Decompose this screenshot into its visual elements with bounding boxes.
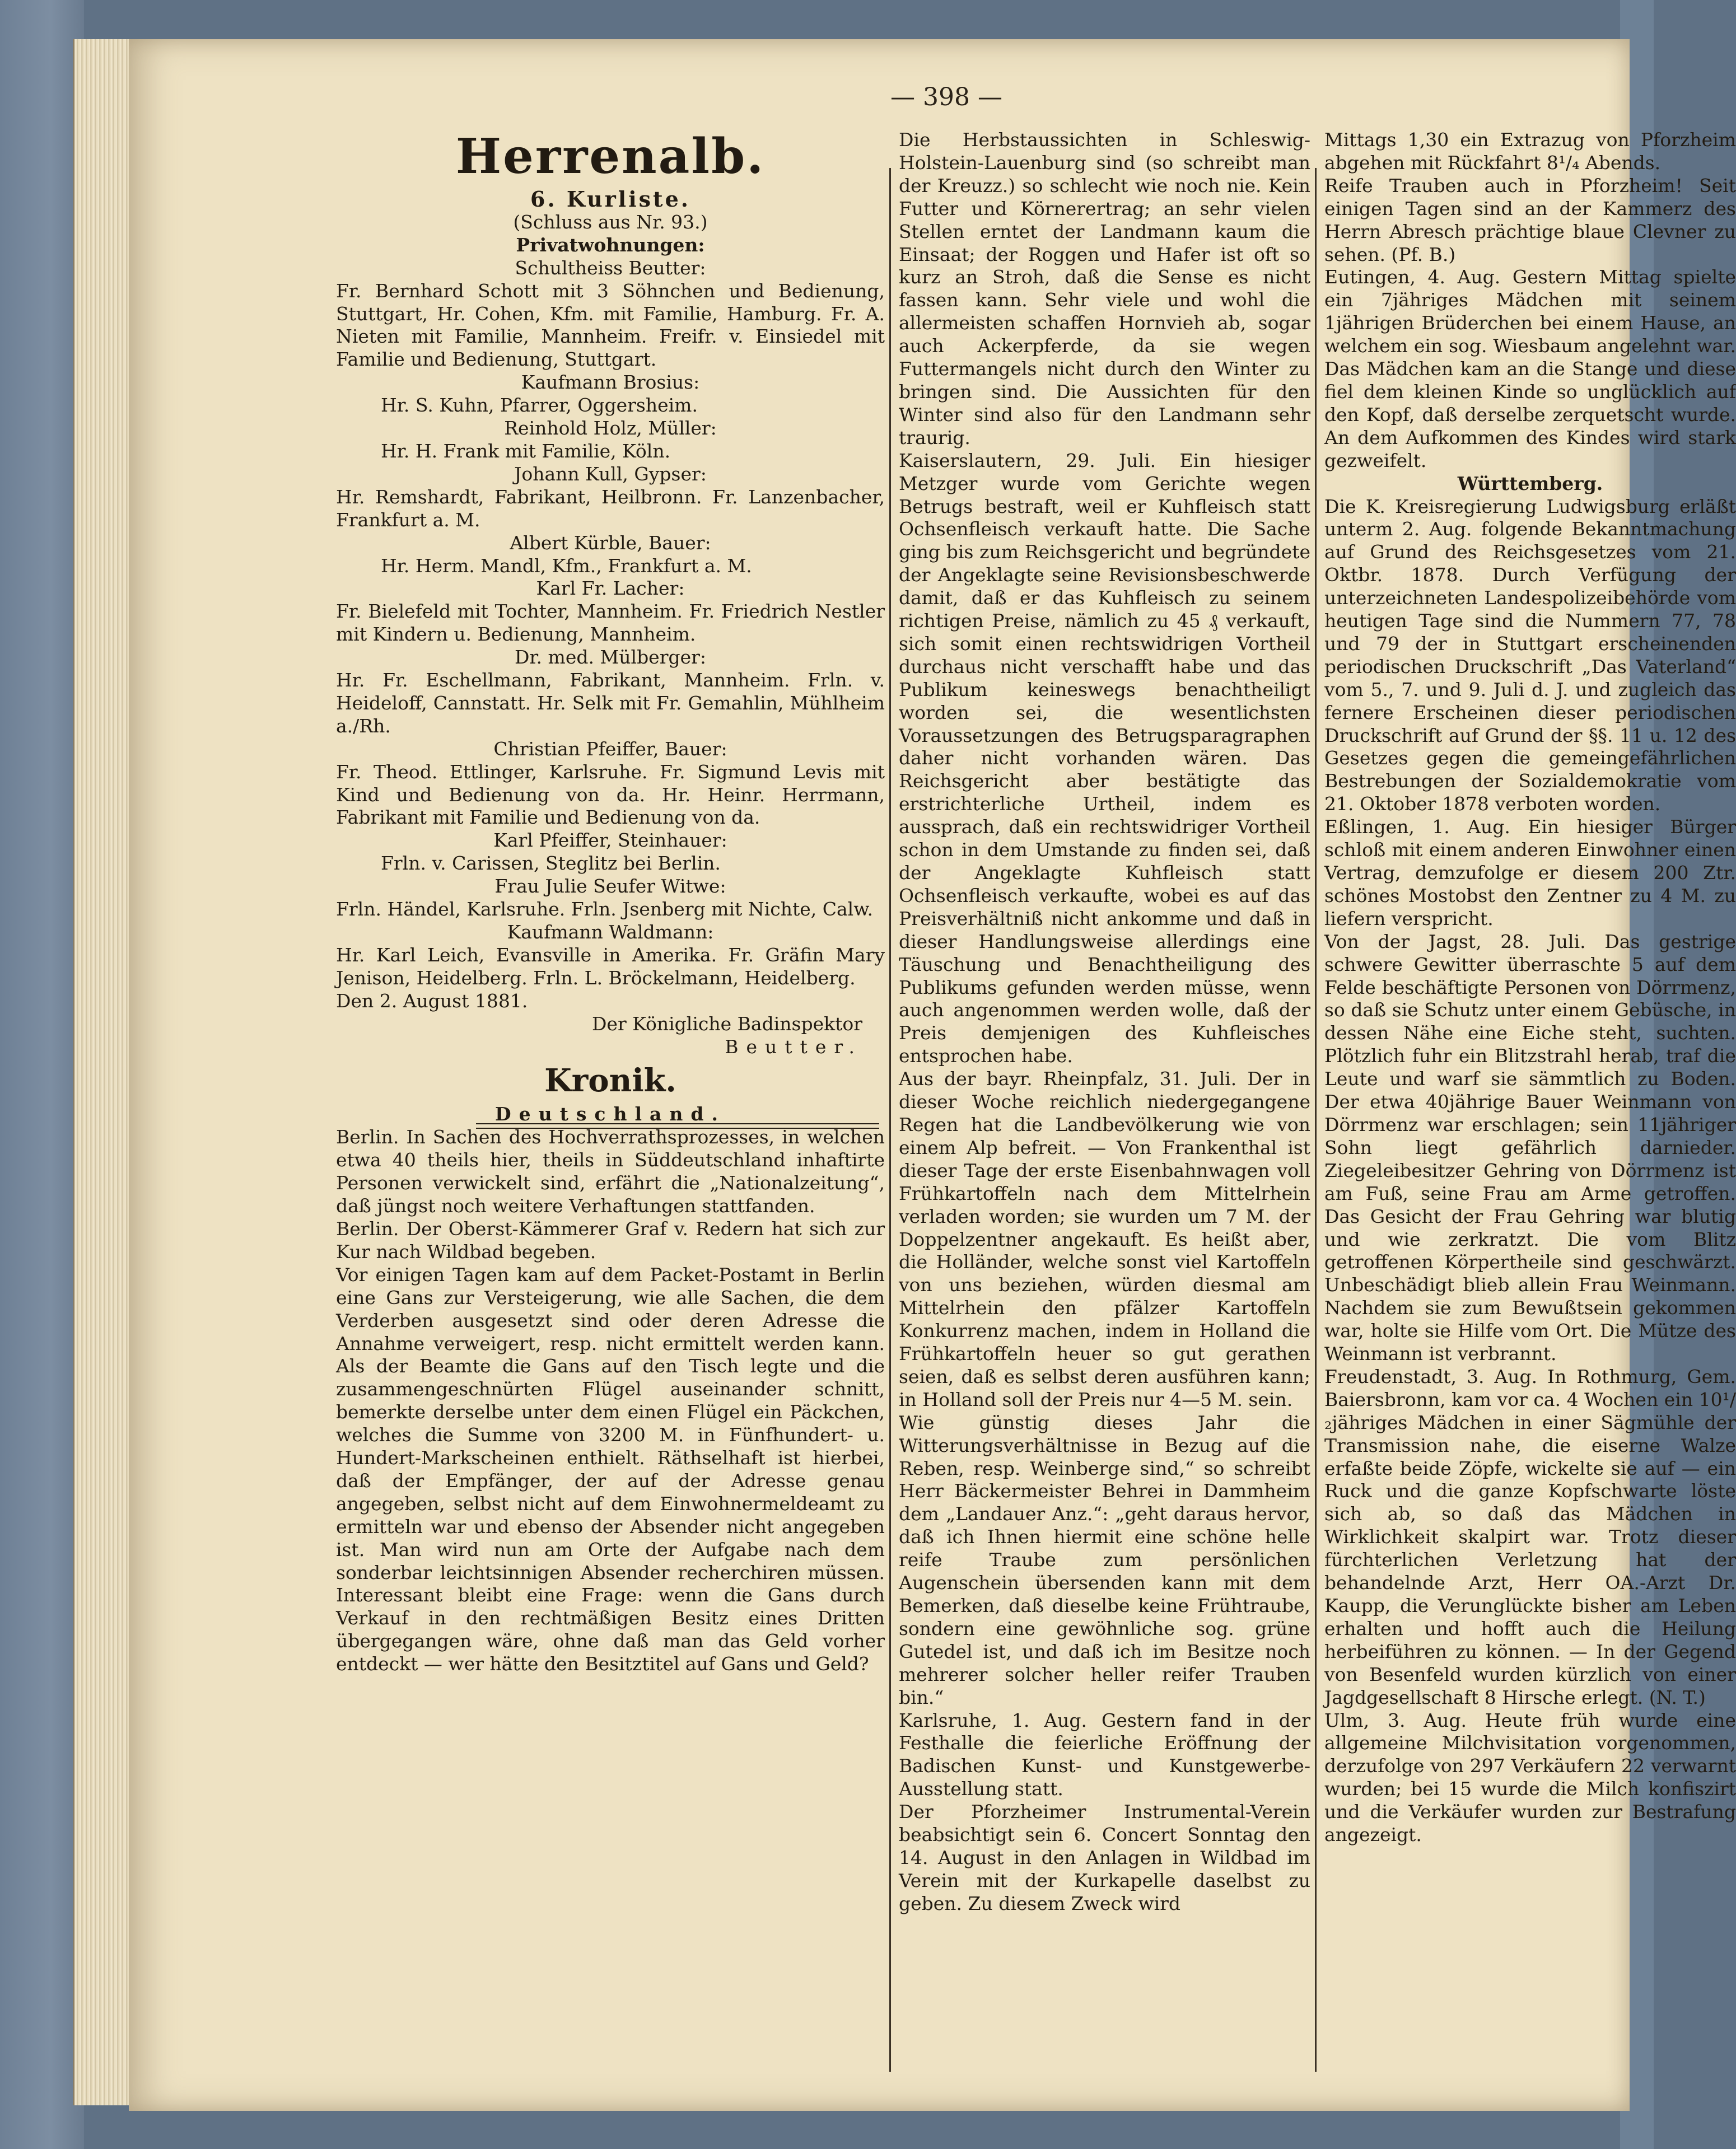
kronik-heading: Kronik. <box>544 1062 676 1100</box>
host-entry: Johann Kull, Gypser: <box>514 462 707 485</box>
article: Vor einigen Tagen kam auf dem Packet-Postamt in Berlin eine Gans zur Versteigerung, wie alle Sachen, die dem Verderben ausgesetzt sind oder deren Adresse die Annahme verweigert, resp. nicht ermittelt werden kann. Als der Beamte die Gans auf den Tisch legte und die zusammengeschnürten Flügel auseinander schnitt, bemerkte derselbe unter dem einen Flügel ein Päckchen, welches die Summe von 3200 M. in Fünfhundert- u. Hundert-Markscheinen enthielt. Räthselhaft ist hierbei, daß der Empfänger, der auf der Adresse genau angegeben, selbst nicht auf dem Einwohnermeldeamt zu ermitteln war und ebenso der Absender nicht angegeben ist. Man wird nun am Orte der Aufgabe nach dem sonderbar leichtsinnigen Absender recherchiren müssen. Interessant bleibt eine Frage: wenn die Gans durch Verkauf in den rechtmäßigen Besitz eines Dritten übergegangen wäre, ohne daß man das Geld vorher entdeckt — wer hätte den Besitztitel auf Gans und Geld? <box>336 1263 885 1675</box>
host-entry: Karl Pfeiffer, Steinhauer: <box>493 829 727 852</box>
page-number: — 398 — <box>890 83 1002 111</box>
guest-entry: Hr. Karl Leich, Evansville in Amerika. Fr. Gräfin Mary Jenison, Heidelberg. Frln. L. Bröckelmann, Heidelberg. <box>336 943 885 989</box>
article: Eutingen, 4. Aug. Gestern Mittag spielte ein 7jähriges Mädchen mit seinem 1jährigen Brüderchen bei einem Hause, an welchem ein sog. Wiesbaum angelehnt war. Das Mädchen kam an die Stange und diese fiel dem kleinen Kinde so unglücklich auf den Kopf, daß derselbe zerquetscht wurde. An dem Aufkommen des Kindes wird stark gezweifelt. <box>1324 266 1736 471</box>
column-3 <box>1324 129 1736 1847</box>
privatwohnungen-heading: Privatwohnungen: <box>516 233 705 256</box>
schluss-note: (Schluss aus Nr. 93.) <box>513 211 708 233</box>
article: Der Pforzheimer Instrumental-Verein beabsichtigt sein 6. Concert Sonntag den 14. August in den Anlagen in Wildbad im Verein mit der Kurkapelle daselbst zu geben. Zu diesem Zweck wird <box>899 1801 1310 1914</box>
article: Von der Jagst, 28. Juli. Das gestrige schwere Gewitter überraschte 5 auf dem Felde beschäftigte Personen von Dörrmenz, so daß sie Schutz unter einem Gebüsche, in dessen Nähe eine Eiche steht, suchten. Plötzlich fuhr ein Blitzstrahl herab, traf die Leute und warf sie sämmtlich zu Boden. Der etwa 40jährige Bauer Weinmann von Dörrmenz war erschlagen; sein 11jähriger Sohn liegt gefährlich darnieder. Ziegeleibesitzer Gehring von Dörrmenz ist am Fuß, seine Frau am Arme getroffen. Das Gesicht der Frau Gehring war blutig und wie zerkratzt. Die vom Blitz getroffenen Körpertheile sind geschwärzt. Unbeschädigt blieb allein Frau Weinmann. Nachdem sie zum Bewußtsein gekommen war, holte sie Hilfe vom Ort. Die Mütze des Weinmann ist verbrannt. <box>1324 930 1736 1365</box>
guest-entry: Hr. H. Frank mit Familie, Köln. <box>381 440 671 462</box>
article: Die Herbstaussichten in Schleswig-Holstein-Lauenburg sind (so schreibt man der Kreuzz.) so schlecht wie noch nie. Kein Futter und Körnerertrag; an sehr vielen Stellen erntet der Landmann kaum die Einsaat; der Roggen und Hafer ist oft so kurz an Stroh, daß die Sense es nicht fassen kann. Sehr viele und wohl die allermeisten schaffen Hornvieh ab, sogar auch Ackerpferde, da sie wegen Futtermangels nicht durch den Winter zu bringen sind. Die Aussichten für den Winter sind also für den Landmann sehr traurig. <box>899 129 1310 449</box>
host-entry: Kaufmann Brosius: <box>521 371 700 394</box>
guest-entry: Hr. Herm. Mandl, Kfm., Frankfurt a. M. <box>381 554 752 577</box>
guest-entry: Hr. Fr. Eschellmann, Fabrikant, Mannheim. Frln. v. Heideloff, Cannstatt. Hr. Selk mit Fr. Gemahlin, Mühlheim a./Rh. <box>336 669 885 737</box>
guest-entry: Fr. Bernhard Schott mit 3 Söhnchen und Bedienung, Stuttgart, Hr. Cohen, Kfm. mit Familie, Hamburg. Fr. A. Nieten mit Familie, Mannheim. Freifr. v. Einsiedel mit Familie und Bedienung, Stuttgart. <box>336 279 885 371</box>
column-rule-right <box>1315 168 1317 2072</box>
host-entry: Dr. med. Mülberger: <box>514 646 707 669</box>
kurliste-title: 6. Kurliste. <box>530 186 690 212</box>
book-cover-left <box>0 0 84 2149</box>
newspaper-page <box>129 39 1736 2111</box>
signature-name: Beutter. <box>725 1035 862 1058</box>
host-entry: Albert Kürble, Bauer: <box>510 531 711 554</box>
guest-entry: Fr. Bielefeld mit Tochter, Mannheim. Fr. Friedrich Nestler mit Kindern u. Bedienung, Mannheim. <box>336 600 885 646</box>
article: Aus der bayr. Rheinpfalz, 31. Juli. Der in dieser Woche reichlich niedergegangene Regen hat die Landbevölkerung wie von einem Alp befreit. — Von Frankenthal ist dieser Tage der erste Eisenbahnwagen voll Frühkartoffeln nach dem Mittelrhein verladen worden; sie wurden um 7 M. der Doppelzentner angekauft. Es heißt aber, die Holländer, welche sonst viel Kartoffeln von uns beziehen, würden diesmal am Mittelrhein den pfälzer Kartoffeln Konkurrenz machen, indem in Holland die Frühkartoffeln heuer so gut gerathen seien, daß es selbst deren ausführen kann; in Holland soll der Preis nur 4—5 M. sein. <box>899 1068 1310 1410</box>
article: Berlin. In Sachen des Hochverrathsprozesses, in welchen etwa 40 theils hier, theils in Süddeutschland inhaftirte Personen verwickelt sind, erfährt die „Nationalzeitung“, daß jüngst noch weitere Verhaftungen stattfanden. <box>336 1126 885 1217</box>
host-entry: Karl Fr. Lacher: <box>536 577 685 600</box>
deutschland-heading: Deutschland. <box>495 1103 726 1125</box>
column-1 <box>336 129 885 1676</box>
wuerttemberg-heading: Württemberg. <box>1457 472 1603 494</box>
date-line: Den 2. August 1881. <box>336 989 528 1012</box>
article: Freudenstadt, 3. Aug. In Rothmurg, Gem. Baiersbronn, kam vor ca. 4 Wochen ein 10¹/₂jähriges Mädchen in einer Sägmühle der Transmission nahe, die eiserne Walze erfaßte beide Zöpfe, wickelte sie auf — ein Ruck und die ganze Kopfschwarte löste sich ab, so daß das Mädchen in Wirklichkeit skalpirt war. Trotz dieser fürchterlichen Verletzung hat der behandelnde Arzt, Herr OA.-Arzt Dr. Kaupp, die Verunglückte bisher am Leben erhalten und hofft auch die Heilung herbeiführen zu können. — In der Gegend von Besenfeld wurden kürzlich von einer Jagdgesellschaft 8 Hirsche erlegt. (N. T.) <box>1324 1365 1736 1708</box>
article: Ulm, 3. Aug. Heute früh wurde eine allgemeine Milchvisitation vorgenommen, derzufolge von 297 Verkäufern 22 verwarnt wurden; bei 15 wurde die Milch konfiszirt und die Verkäufer wurden zur Bestrafung angezeigt. <box>1324 1709 1736 1846</box>
article: Wie günstig dieses Jahr die Witterungsverhältnisse in Bezug auf die Reben, resp. Weinberge sind,“ so schreibt Herr Bäckermeister Behrei in Dammheim dem „Landauer Anz.“: „geht daraus hervor, daß ich Ihnen hiermit eine schöne helle reife Traube zum persönlichen Augenschein übersenden kann mit dem Bemerken, daß dieselbe keine Frühtraube, sondern eine gewöhnliche sog. grüne Gutedel ist, und daß ich im Besitze noch mehrerer solcher heller reifer Trauben bin.“ <box>899 1411 1310 1708</box>
host-entry: Frau Julie Seufer Witwe: <box>494 875 726 898</box>
column-2 <box>899 129 1310 1916</box>
article: Die K. Kreisregierung Ludwigsburg erläßt unterm 2. Aug. folgende Bekanntmachung auf Grund des Reichsgesetzes vom 21. Oktbr. 1878. Durch Verfügung der unterzeichneten Landespolizeibehörde vom heutigen Tage sind die Nummern 77, 78 und 79 der in Stuttgart erscheinenden periodischen Druckschrift „Das Vaterland“ vom 5., 7. und 9. Juli d. J. und zugleich das fernere Erscheinen dieser periodischen Druckschrift auf Grund der §§. 11 u. 12 des Gesetzes gegen die gemeingefährlichen Bestrebungen der Sozialdemokratie vom 21. Oktober 1878 verboten worden. <box>1324 495 1736 815</box>
guest-entry: Frln. Händel, Karlsruhe. Frln. Jsenberg mit Nichte, Calw. <box>336 898 874 921</box>
guest-entry: Hr. Remshardt, Fabrikant, Heilbronn. Fr. Lanzenbacher, Frankfurt a. M. <box>336 485 885 531</box>
guest-entry: Frln. v. Carissen, Steglitz bei Berlin. <box>381 852 721 875</box>
article: Karlsruhe, 1. Aug. Gestern fand in der Festhalle die feierliche Eröffnung der Badischen Kunst- und Kunstgewerbe-Ausstellung statt. <box>899 1709 1310 1800</box>
article: Reife Trauben auch in Pforzheim! Seit einigen Tagen sind an der Kammerz des Herrn Abresch prächtige blaue Clevner zu sehen. (Pf. B.) <box>1324 174 1736 265</box>
guest-entry: Hr. S. Kuhn, Pfarrer, Oggersheim. <box>381 394 698 417</box>
masthead-title: Herrenalb. <box>455 128 766 185</box>
host-entry: Reinhold Holz, Müller: <box>504 417 717 440</box>
host-entry: Schultheiss Beutter: <box>515 256 706 279</box>
column-rule-left <box>889 168 891 2072</box>
article: Mittags 1,30 ein Extrazug von Pforzheim abgehen mit Rückfahrt 8¹/₄ Abends. <box>1324 129 1736 174</box>
host-entry: Kaufmann Waldmann: <box>507 921 714 943</box>
article: Berlin. Der Oberst-Kämmerer Graf v. Redern hat sich zur Kur nach Wildbad begeben. <box>336 1217 885 1263</box>
host-entry: Christian Pfeiffer, Bauer: <box>493 737 727 760</box>
guest-entry: Fr. Theod. Ettlinger, Karlsruhe. Fr. Sigmund Levis mit Kind und Bedienung von da. Hr. Heinr. Herrmann, Fabrikant mit Familie und Bedienung von da. <box>336 760 885 829</box>
article: Eßlingen, 1. Aug. Ein hiesiger Bürger schloß mit einem anderen Einwohner einen Vertrag, demzufolge er diesem 200 Ztr. schönes Mostobst den Zentner zu 4 M. zu liefern verspricht. <box>1324 816 1736 929</box>
signature-title: Der Königliche Badinspektor <box>591 1012 862 1035</box>
article: Kaiserslautern, 29. Juli. Ein hiesiger Metzger wurde vom Gerichte wegen Betrugs bestraft, weil er Kuhfleisch statt Ochsenfleisch verkauft hatte. Die Sache ging bis zum Reichsgericht und begründete der Angeklagte seine Revisionsbeschwerde damit, daß er das Kuhfleisch zu seinem richtigen Preise, nämlich zu 45 ₰ verkauft, sich somit einen rechtswidrigen Vortheil durchaus nicht verschafft habe und das Publikum keineswegs benachtheiligt worden sei, die wesentlichsten Voraussetzungen des Betrugsparagraphen daher nicht vorhanden wären. Das Reichsgericht aber bestätigte das erstrichterliche Urtheil, indem es aussprach, daß ein rechtswidriger Vortheil schon in dem Umstande zu finden sei, daß der Angeklagte Kuhfleisch statt Ochsenfleisch verkaufte, wobei es auf das Preisverhältniß nicht ankomme und daß in dieser Handlungsweise allerdings eine Täuschung und Benachtheiligung des Publikums gefunden werden müsse, wenn auch angenommen werden wolle, daß der Preis demjenigen des Kuhfleisches entsprochen habe. <box>899 449 1310 1067</box>
